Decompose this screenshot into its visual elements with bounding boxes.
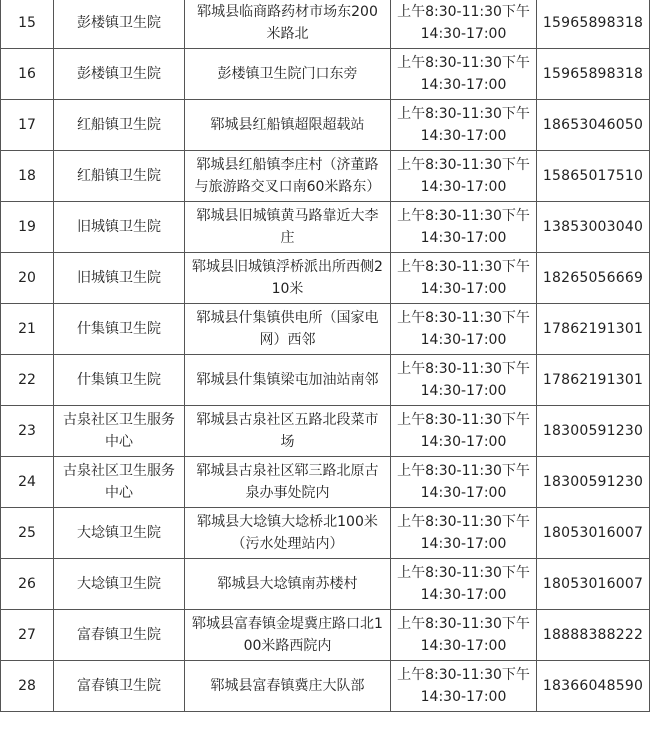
table-row — [1, 406, 650, 457]
contact-phone: 15965898318 — [537, 0, 650, 49]
contact-phone: 18366048590 — [537, 661, 650, 712]
contact-phone: 18300591230 — [537, 457, 650, 508]
opening-hours: 上午8:30-11:30下午14:30-17:00 — [391, 0, 537, 49]
site-address: 郓城县大埝镇大埝桥北100米（污水处理站内） — [185, 508, 391, 559]
site-name: 红船镇卫生院 — [54, 151, 185, 202]
opening-hours: 上午8:30-11:30下午14:30-17:00 — [391, 610, 537, 661]
opening-hours: 上午8:30-11:30下午14:30-17:00 — [391, 253, 537, 304]
table-row — [1, 253, 650, 304]
contact-phone: 13853003040 — [537, 202, 650, 253]
opening-hours: 上午8:30-11:30下午14:30-17:00 — [391, 151, 537, 202]
table-row — [1, 457, 650, 508]
site-address: 郓城县旧城镇黄马路靠近大李庄 — [185, 202, 391, 253]
site-address: 郓城县古泉社区五路北段菜市场 — [185, 406, 391, 457]
site-name: 什集镇卫生院 — [54, 355, 185, 406]
row-number: 24 — [1, 457, 54, 508]
row-number: 19 — [1, 202, 54, 253]
table-row — [1, 610, 650, 661]
table-row — [1, 0, 650, 49]
contact-phone: 18053016007 — [537, 508, 650, 559]
contact-phone: 17862191301 — [537, 304, 650, 355]
site-address: 郓城县什集镇供电所（国家电网）西邻 — [185, 304, 391, 355]
site-name: 旧城镇卫生院 — [54, 202, 185, 253]
site-address: 郓城县旧城镇浮桥派出所西侧210米 — [185, 253, 391, 304]
opening-hours: 上午8:30-11:30下午14:30-17:00 — [391, 100, 537, 151]
contact-phone: 18888388222 — [537, 610, 650, 661]
table-body — [1, 0, 650, 712]
site-name: 彭楼镇卫生院 — [54, 49, 185, 100]
site-address: 郓城县红船镇超限超载站 — [185, 100, 391, 151]
table-row — [1, 661, 650, 712]
row-number: 22 — [1, 355, 54, 406]
opening-hours: 上午8:30-11:30下午14:30-17:00 — [391, 49, 537, 100]
row-number: 15 — [1, 0, 54, 49]
site-name: 红船镇卫生院 — [54, 100, 185, 151]
site-name: 富春镇卫生院 — [54, 661, 185, 712]
site-address: 郓城县富春镇金堤冀庄路口北100米路西院内 — [185, 610, 391, 661]
site-address: 郓城县大埝镇南苏楼村 — [185, 559, 391, 610]
opening-hours: 上午8:30-11:30下午14:30-17:00 — [391, 202, 537, 253]
row-number: 25 — [1, 508, 54, 559]
contact-phone: 15965898318 — [537, 49, 650, 100]
site-address: 郓城县富春镇冀庄大队部 — [185, 661, 391, 712]
site-name: 富春镇卫生院 — [54, 610, 185, 661]
table-row — [1, 304, 650, 355]
row-number: 27 — [1, 610, 54, 661]
site-name: 大埝镇卫生院 — [54, 508, 185, 559]
table-row — [1, 100, 650, 151]
site-name: 什集镇卫生院 — [54, 304, 185, 355]
contact-phone: 18053016007 — [537, 559, 650, 610]
contact-phone: 17862191301 — [537, 355, 650, 406]
opening-hours: 上午8:30-11:30下午14:30-17:00 — [391, 304, 537, 355]
site-address: 彭楼镇卫生院门口东旁 — [185, 49, 391, 100]
contact-phone: 18265056669 — [537, 253, 650, 304]
table-row — [1, 559, 650, 610]
site-name: 大埝镇卫生院 — [54, 559, 185, 610]
opening-hours: 上午8:30-11:30下午14:30-17:00 — [391, 508, 537, 559]
opening-hours: 上午8:30-11:30下午14:30-17:00 — [391, 355, 537, 406]
opening-hours: 上午8:30-11:30下午14:30-17:00 — [391, 457, 537, 508]
site-address: 郓城县什集镇梁屯加油站南邻 — [185, 355, 391, 406]
contact-phone: 15865017510 — [537, 151, 650, 202]
opening-hours: 上午8:30-11:30下午14:30-17:00 — [391, 406, 537, 457]
site-name: 古泉社区卫生服务中心 — [54, 457, 185, 508]
table-row — [1, 355, 650, 406]
contact-phone: 18300591230 — [537, 406, 650, 457]
row-number: 28 — [1, 661, 54, 712]
row-number: 18 — [1, 151, 54, 202]
site-address: 郓城县红船镇李庄村（济董路与旅游路交叉口南60米路东） — [185, 151, 391, 202]
opening-hours: 上午8:30-11:30下午14:30-17:00 — [391, 559, 537, 610]
site-name: 彭楼镇卫生院 — [54, 0, 185, 49]
contact-phone: 18653046050 — [537, 100, 650, 151]
site-name: 古泉社区卫生服务中心 — [54, 406, 185, 457]
row-number: 26 — [1, 559, 54, 610]
row-number: 20 — [1, 253, 54, 304]
row-number: 17 — [1, 100, 54, 151]
row-number: 21 — [1, 304, 54, 355]
site-address: 郓城县古泉社区郓三路北原古泉办事处院内 — [185, 457, 391, 508]
row-number: 16 — [1, 49, 54, 100]
table-row — [1, 508, 650, 559]
table-row — [1, 202, 650, 253]
table-row — [1, 49, 650, 100]
site-address: 郓城县临商路药材市场东200米路北 — [185, 0, 391, 49]
site-name: 旧城镇卫生院 — [54, 253, 185, 304]
table-row — [1, 151, 650, 202]
opening-hours: 上午8:30-11:30下午14:30-17:00 — [391, 661, 537, 712]
row-number: 23 — [1, 406, 54, 457]
